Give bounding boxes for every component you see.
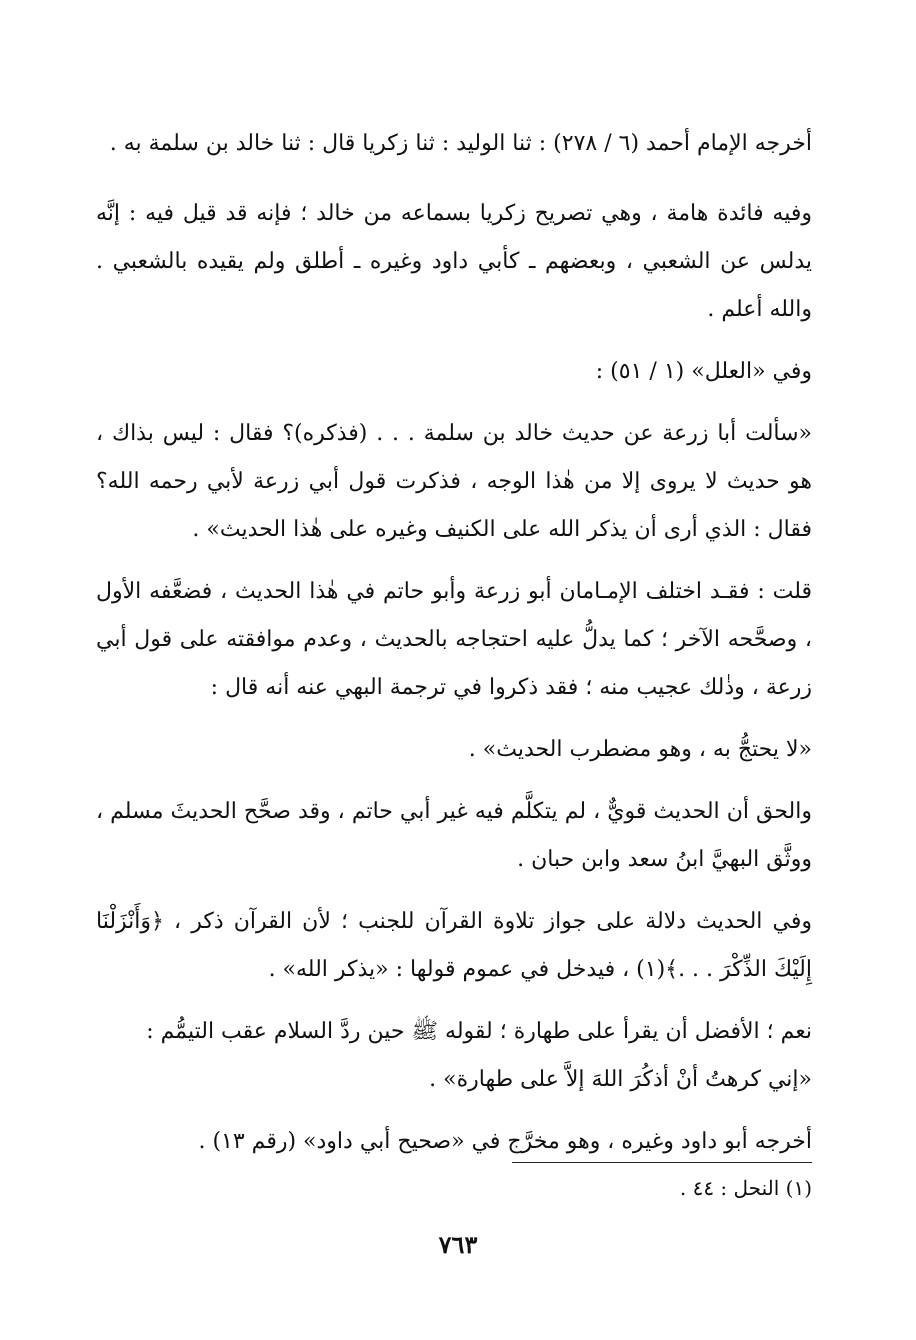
paragraph-prophet-quote: «إني كرهتُ أنْ أذكُرَ اللهَ إلاَّ على طهارة» . [429, 1067, 812, 1092]
paragraph-purity-preferred: نعم ؛ الأفضل أن يقرأ على طهارة ؛ لقوله ﷺ حين ردَّ السلام عقب التيمُّم : [146, 1019, 812, 1044]
paragraph-disagreement: قلت : فقـد اختلف الإمـامان أبو زرعة وأبو حاتم في هٰذا الحديث ، فضعَّفه الأول ، وصحَّحه الآخر ؛ كما يدلُّ عليه احتجاجه بالحديث ، وعدم موافقته على قول أبي زرعة ، وذٰلك عجيب منه ؛ فقد ذكروا في ترجمة البهي عنه أنه قال : [96, 579, 812, 700]
paragraph-bahi-quote: «لا يحتجُّ به ، وهو مضطرب الحديث» . [468, 737, 812, 762]
footnote-separator [512, 1162, 812, 1163]
page-number: ٧٦٣ [438, 1230, 478, 1259]
paragraph-hadith-strong: والحق أن الحديث قويٌّ ، لم يتكلَّم فيه غير أبي حاتم ، وقد صحَّح الحديثَ مسلم ، ووثَّق البهيَّ ابنُ سعد وابن حبان . [96, 799, 812, 872]
paragraph-recitation-junub: وفي الحديث دلالة على جواز تلاوة القرآن للجنب ؛ لأن القرآن ذكر ، ﴿وَأَنْزَلْنَا إِلَيْكَ الذِّكْرَ . . .﴾(١) ، فيدخل في عموم قولها : «يذكر الله» . [96, 909, 812, 982]
body-text [96, 120, 812, 1166]
footnote: (١) النحل : ٤٤ . [679, 1176, 812, 1200]
paragraph-benefit-zakariya: وفيه فائدة هامة ، وهي تصريح زكريا بسماعه من خالد ؛ فإنه قد قيل فيه : إنَّه يدلس عن الشعبي ، وبعضهم ـ كأبي داود وغيره ـ أطلق ولم يقيده بالشعبي . والله أعلم . [96, 201, 812, 322]
paragraph-abu-dawud-takhrij: أخرجه أبو داود وغيره ، وهو مخرَّج في «صحيح أبي داود» (رقم ١٣) . [198, 1129, 812, 1154]
paragraph-al-ilal-reference: وفي «العلل» (١ / ٥١) : [595, 359, 812, 384]
paragraph-abu-zura-quote: «سألت أبا زرعة عن حديث خالد بن سلمة . . . (فذكره)؟ فقال : ليس بذاك ، هو حديث لا يروى إلا من هٰذا الوجه ، فذكرت قول أبي زرعة لأبي رحمه الله؟ فقال : الذي أرى أن يذكر الله على الكنيف وغيره على هٰذا الحديث» . [96, 421, 813, 542]
paragraph-takhrij-ahmad: أخرجه الإمام أحمد (٦ / ٢٧٨) : ثنا الوليد : ثنا زكريا قال : ثنا خالد بن سلمة به . [109, 131, 812, 156]
